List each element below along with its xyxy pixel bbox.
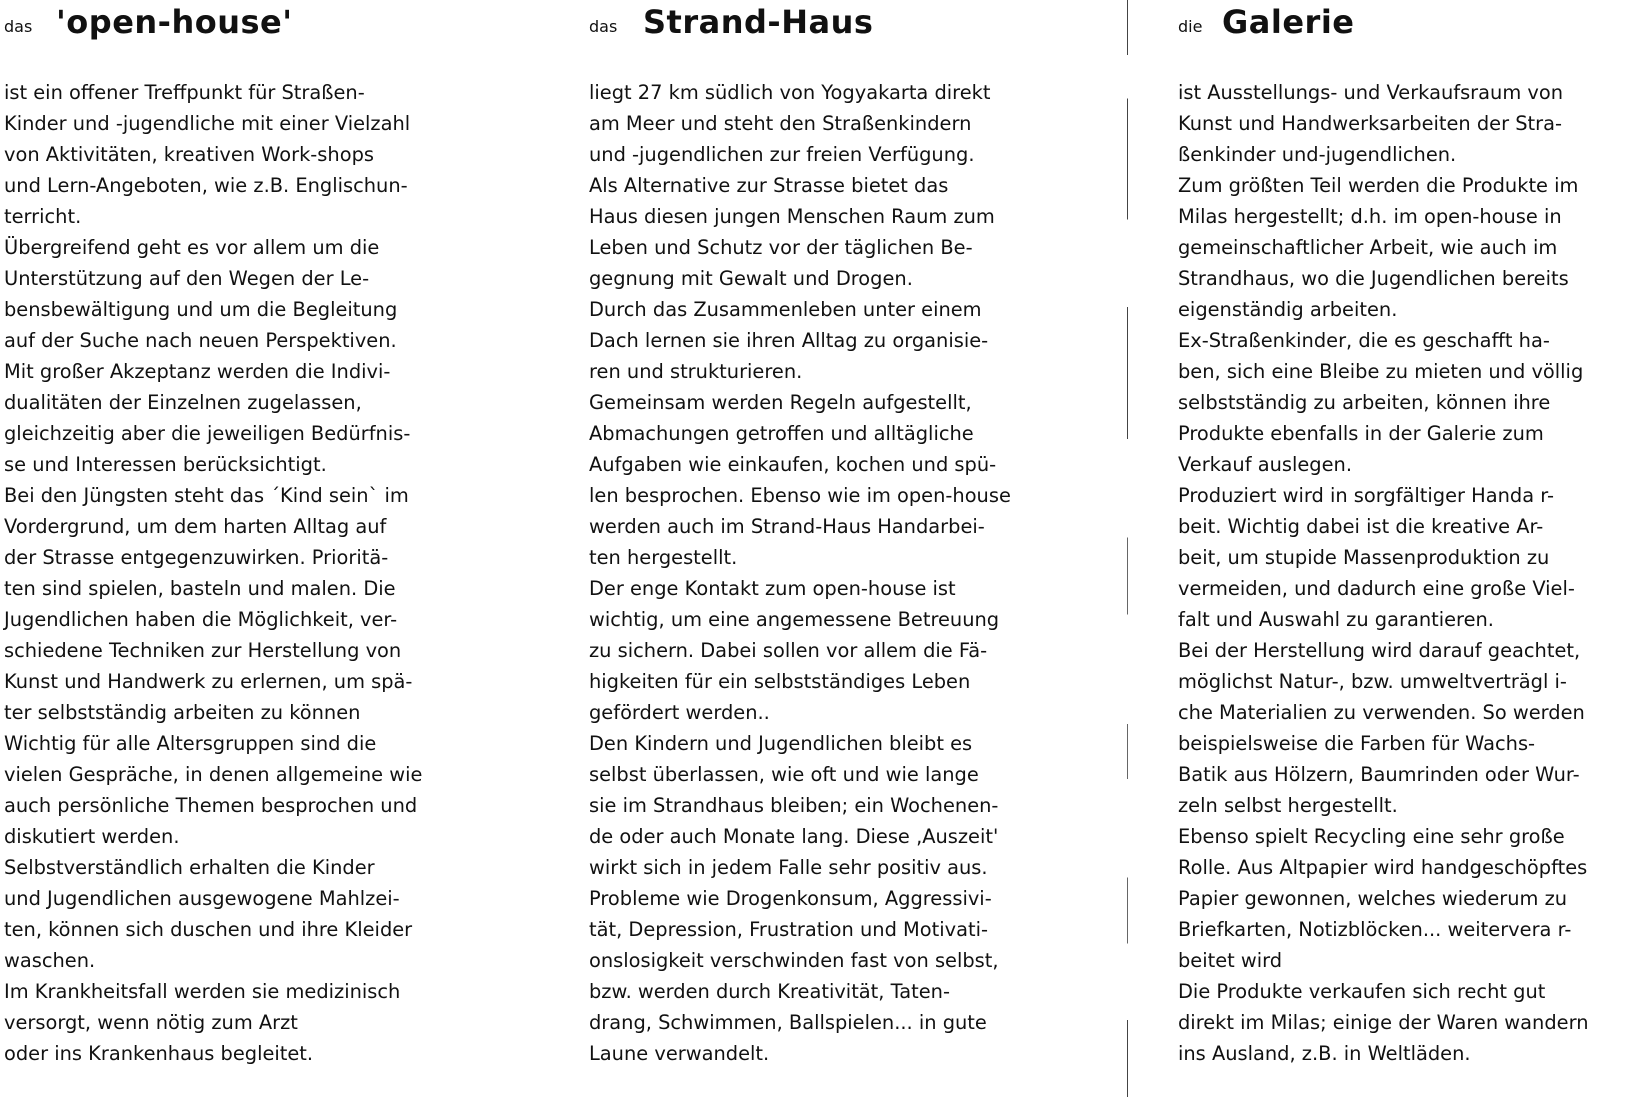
column-body	[4, 77, 455, 1069]
paragraph: Produziert wird in sorgfältiger Handa r- beit. Wichtig dabei ist die kreative Ar- beit, um stupide Massenproduktion zu vermeiden, und dadurch eine große Viel- falt und Auswahl zu garantieren.	[1178, 484, 1575, 631]
paragraph: liegt 27 km südlich von Yogyakarta direkt am Meer und steht den Straßenkindern und -jugendlichen zur freien Verfügung.	[589, 81, 991, 166]
paragraph: Zum größten Teil werden die Produkte im Milas hergestellt; d.h. im open-house in gemeinschaftlicher Arbeit, wie auch im Strandhaus, wo die Jugendlichen bereits eigenständig arbeiten.	[1178, 174, 1579, 321]
paragraph: Übergreifend geht es vor allem um die Unterstützung auf den Wegen der Le- bensbewältigung und um die Begleitung auf der Suche nach neuen Perspektiven.	[4, 236, 398, 352]
column-strand-haus	[585, 0, 1037, 1065]
paragraph: Im Krankheitsfall werden sie medizinisch versorgt, wenn nötig zum Arzt oder ins Krankenhaus begleitet.	[4, 980, 401, 1065]
heading-article: die	[1178, 17, 1203, 36]
column-heading	[585, 0, 1037, 60]
paragraph: Bei der Herstellung wird darauf geachtet, möglichst Natur-, bzw. umweltverträgl i- che Materialien zu verwenden. So werden beispielsweise die Farben für Wachs- Batik aus Hölzern, Baumrinden oder Wur- zeln selbst hergestellt.	[1178, 639, 1585, 817]
column-open-house	[0, 0, 455, 1065]
paragraph: Ebenso spielt Recycling eine sehr große Rolle. Aus Altpapier wird handgeschöpftes Papier gewonnen, welches wiederum zu Briefkarten, Notizblöcken... weitervera r- beitet wird	[1178, 825, 1588, 972]
paragraph: Bei den Jüngsten steht das ´Kind sein` im Vordergrund, um dem harten Alltag auf der Strasse entgegenzuwirken. Prioritä- ten sind spielen, basteln und malen. Die Jugendlichen haben die Möglichkeit, ver- schiedene Techniken zur Herstellung von Kunst und Handwerk zu erlernen, um spä- ter selbstständig arbeiten zu können	[4, 484, 413, 724]
paragraph: Selbstverständlich erhalten die Kinder und Jugendlichen ausgewogene Mahlzei- ten, können sich duschen und ihre Kleider waschen.	[4, 856, 413, 972]
paragraph: Die Produkte verkaufen sich recht gut direkt im Milas; einige der Waren wandern ins Ausland, z.B. in Weltläden.	[1178, 980, 1589, 1065]
paragraph: Mit großer Akzeptanz werden die Indivi- dualitäten der Einzelnen zugelassen, gleichzeitig aber die jeweiligen Bedürfnis- se und Interessen berücksichtigt.	[4, 360, 411, 476]
paragraph: Den Kindern und Jugendlichen bleibt es selbst überlassen, wie oft und wie lange sie im Strandhaus bleiben; ein Wochenen- de oder auch Monate lang. Diese ‚Auszeit' wirkt sich in jedem Falle sehr positiv aus. Probleme wie Drogenkonsum, Aggressivi- tät, Depression, Frustration und Motivati- onslosigkeit verschwinden fast von selbst, bzw. werden durch Kreativität, Taten- drang, Schwimmen, Ballspielen... in gute Laune verwandelt.	[589, 732, 999, 1065]
paragraph: Durch das Zusammenleben unter einem Dach lernen sie ihren Alltag zu organisie- ren und strukturieren.	[589, 298, 989, 383]
column-divider	[1127, 0, 1128, 1097]
heading-article: das	[4, 17, 33, 36]
heading-article: das	[589, 17, 618, 36]
paragraph: ist ein offener Treffpunkt für Straßen- Kinder und -jugendliche mit einer Vielzahl von Aktivitäten, kreativen Work-shops und Lern-Angeboten, wie z.B. Englischun- terricht.	[4, 81, 411, 228]
column-galerie	[1174, 0, 1621, 1065]
heading-title: Galerie	[1222, 3, 1355, 41]
heading-title: Strand-Haus	[643, 3, 874, 41]
heading-title: 'open-house'	[56, 3, 293, 41]
column-heading	[0, 0, 455, 60]
paragraph: Wichtig für alle Altersgruppen sind die vielen Gespräche, in denen allgemeine wie auch persönliche Themen besprochen und diskutiert werden.	[4, 732, 423, 848]
paragraph: Der enge Kontakt zum open-house ist wichtig, um eine angemessene Betreuung zu sichern. Dabei sollen vor allem die Fä- higkeiten für ein selbstständiges Leben gefördert werden..	[589, 577, 1000, 724]
paragraph: Ex-Straßenkinder, die es geschafft ha- ben, sich eine Bleibe zu mieten und völlig selbstständig zu arbeiten, können ihre Produkte ebenfalls in der Galerie zum Verkauf auslegen.	[1178, 329, 1584, 476]
paragraph: Gemeinsam werden Regeln aufgestellt, Abmachungen getroffen und alltägliche Aufgaben wie einkaufen, kochen und spü- len besprochen. Ebenso wie im open-house werden auch im Strand-Haus Handarbei- ten hergestellt.	[589, 391, 1011, 569]
column-body	[1178, 77, 1621, 1069]
column-body	[589, 77, 1037, 1069]
paragraph: Als Alternative zur Strasse bietet das Haus diesen jungen Menschen Raum zum Leben und Schutz vor der täglichen Be- gegnung mit Gewalt und Drogen.	[589, 174, 995, 290]
column-heading	[1174, 0, 1621, 60]
paragraph: ist Ausstellungs- und Verkaufsraum von Kunst und Handwerksarbeiten der Stra- ßenkinder und-jugendlichen.	[1178, 81, 1563, 166]
